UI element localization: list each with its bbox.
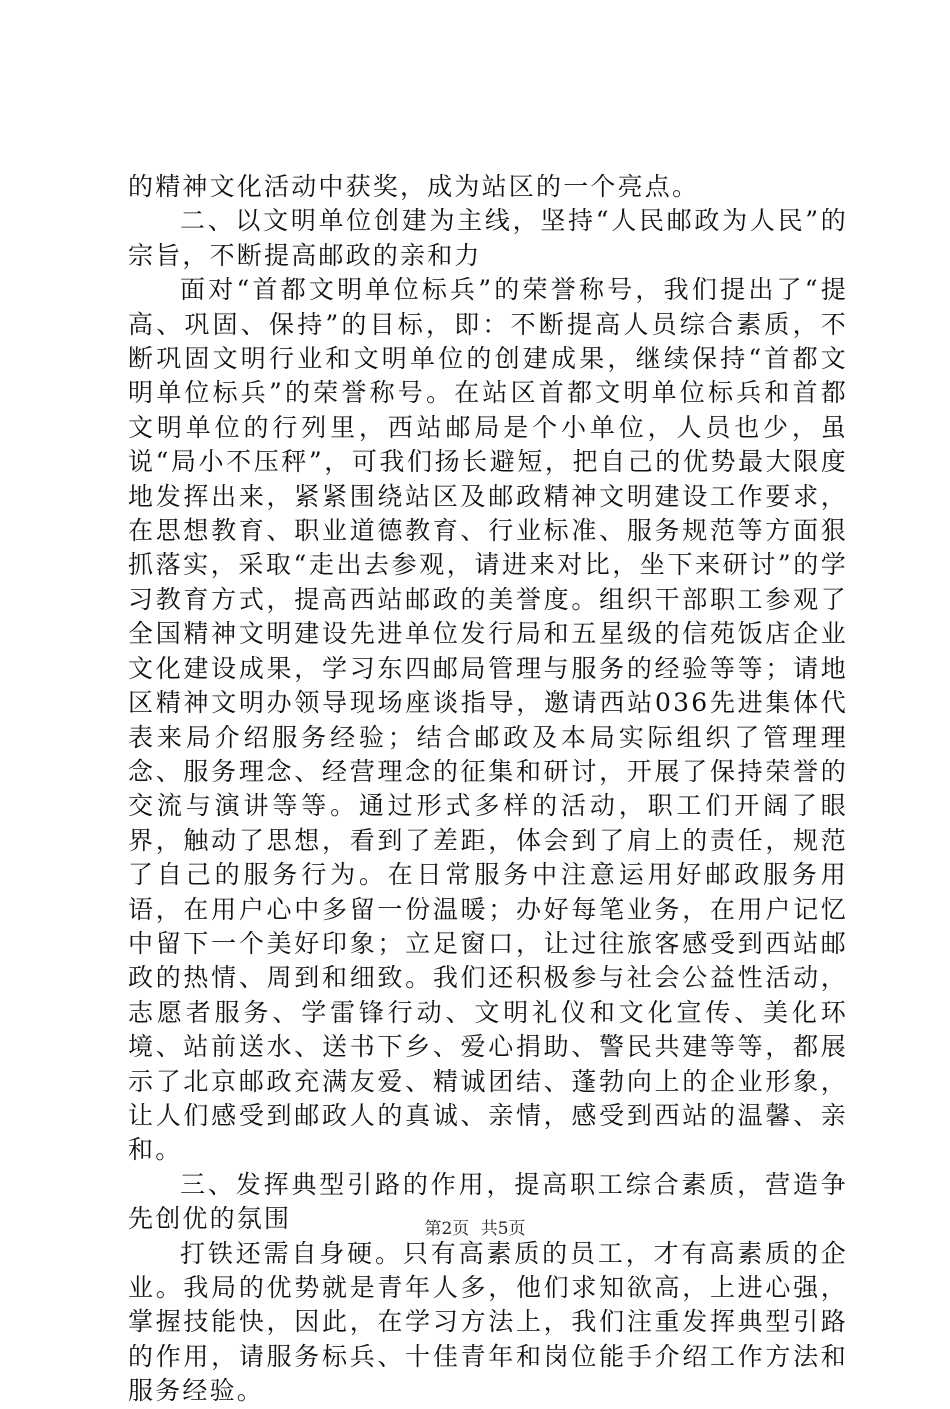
page-total: 共5页 (480, 1219, 526, 1239)
paragraph-staff-quality: 打铁还需自身硬。只有高素质的员工，才有高素质的企业。我局的优势就是青年人多，他们求知欲高，上进心强，掌握技能快，因此，在学习方法上，我们注重发挥典型引路的作用，请服务标兵、十佳青年和岗位能手介绍工作方法和服务经验。 (128, 1238, 848, 1406)
paragraph-continuation: 的精神文化活动中获奖，成为站区的一个亮点。 (128, 172, 700, 201)
page-number: 第2页 (424, 1219, 470, 1239)
section-heading-two: 二、以文明单位创建为主线，坚持“人民邮政为人民”的宗旨，不断提高邮政的亲和力 (128, 206, 848, 270)
page-footer (0, 1214, 950, 1239)
section-heading-three: 三、发挥典型引路的作用，提高职工综合素质，营造争先创优的氛围 (128, 1169, 848, 1234)
paragraph-honor-goals: 面对“首都文明单位标兵”的荣誉称号，我们提出了“提高、巩固、保持”的目标，即：不断提高人员综合素质，不断巩固文明行业和文明单位的创建成果，继续保持“首都文明单位标兵”的荣誉称号。在站区首都文明单位标兵和首都文明单位的行列里，西站邮局是个小单位，人员也少，虽说“局小不压秤”，可我们扬长避短，把自己的优势最大限度地发挥出来，紧紧围绕站区及邮政精神文明建设工作要求，在思想教育、职业道德教育、行业标准、服务规范等方面狠抓落实，采取“走出去参观，请进来对比，坐下来研讨”的学习教育方式，提高西站邮政的美誉度。组织干部职工参观了全国精神文明建设先进单位发行局和五星级的信苑饭店企业文化建设成果，学习东四邮局管理与服务的经验等等；请地区精神文明办领导现场座谈指导，邀请西站036先进集体代表来局介绍服务经验；结合邮政及本局实际组织了管理理念、服务理念、经营理念的征集和研讨，开展了保持荣誉的交流与演讲等等。通过形式多样的活动，职工们开阔了眼界，触动了思想，看到了差距，体会到了肩上的责任，规范了自己的服务行为。在日常服务中注意运用好邮政服务用语，在用户心中多留一份温暖；办好每笔业务，在用户记忆中留下一个美好印象；立足窗口，让过往旅客感受到西站邮政的热情、周到和细致。我们还积极参与社会公益性活动，志愿者服务、学雷锋行动、文明礼仪和文化宣传、美化环境、站前送水、送书下乡、爱心捐助、警民共建等等，都展示了北京邮政充满友爱、精诚团结、蓬勃向上的企业形象，让人们感受到邮政人的真诚、亲情，感受到西站的温馨、亲和。 (128, 275, 848, 1165)
